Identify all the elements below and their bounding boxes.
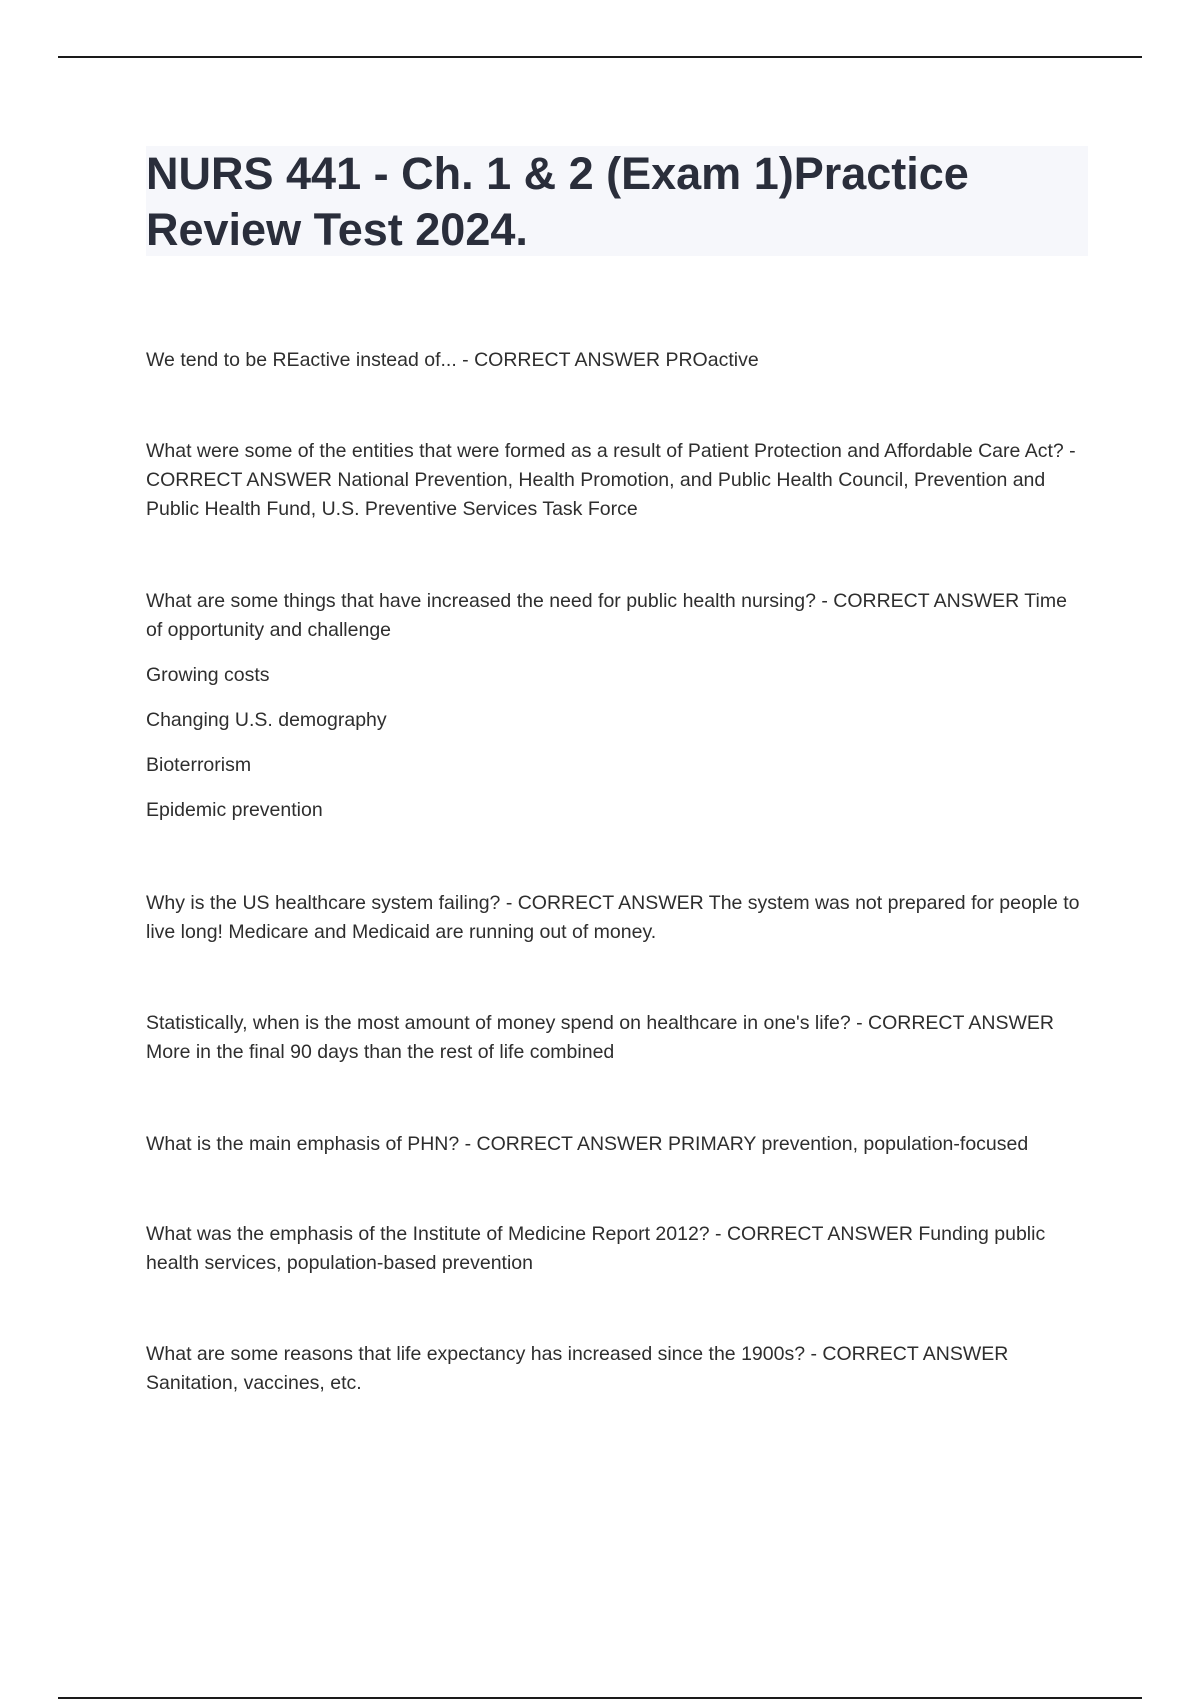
qa-text: What are some things that have increased the need for public health nursing? - CORRECT ANSWER Time of opportunity and challenge <box>146 590 1067 641</box>
document-title: NURS 441 - Ch. 1 & 2 (Exam 1)Practice Review Test 2024. <box>146 148 969 255</box>
qa-item-5 <box>146 1009 1086 1067</box>
qa-text: We tend to be REactive instead of... - CORRECT ANSWER PROactive <box>146 349 759 371</box>
top-divider <box>58 56 1142 58</box>
qa-text: Why is the US healthcare system failing? - CORRECT ANSWER The system was not prepared for people to live long! Medicare and Medicaid are running out of money. <box>146 892 1080 943</box>
qa-item-8 <box>146 1340 1086 1398</box>
qa-text: What were some of the entities that were formed as a result of Patient Protection and Affordable Care Act? - CORRECT ANSWER National Prevention, Health Promotion, and Public Health Council, Prevention and Public Health Fund, U.S. Preventive Services Task Force <box>146 440 1076 520</box>
qa-extra-line: Epidemic prevention <box>146 799 323 821</box>
qa-item-2 <box>146 437 1086 524</box>
qa-item-7 <box>146 1220 1086 1278</box>
qa-item-6 <box>146 1130 1028 1159</box>
title-block <box>146 146 1088 256</box>
qa-extra-line: Bioterrorism <box>146 754 252 776</box>
qa-text: What are some reasons that life expectancy has increased since the 1900s? - CORRECT ANSWER Sanitation, vaccines, etc. <box>146 1343 1009 1394</box>
qa-text: What is the main emphasis of PHN? - CORRECT ANSWER PRIMARY prevention, population-focused <box>146 1133 1029 1155</box>
qa-text: Statistically, when is the most amount of money spend on healthcare in one's life? - CORRECT ANSWER More in the final 90 days than the rest of life combined <box>146 1012 1054 1063</box>
qa-item-3 <box>146 587 1086 825</box>
qa-item-1 <box>146 346 759 375</box>
bottom-divider <box>58 1697 1142 1699</box>
qa-extra-line: Changing U.S. demography <box>146 709 387 731</box>
qa-item-4 <box>146 889 1086 947</box>
qa-extra-line: Growing costs <box>146 664 270 686</box>
qa-text: What was the emphasis of the Institute of Medicine Report 2012? - CORRECT ANSWER Funding public health services, population-based prevention <box>146 1223 1046 1274</box>
